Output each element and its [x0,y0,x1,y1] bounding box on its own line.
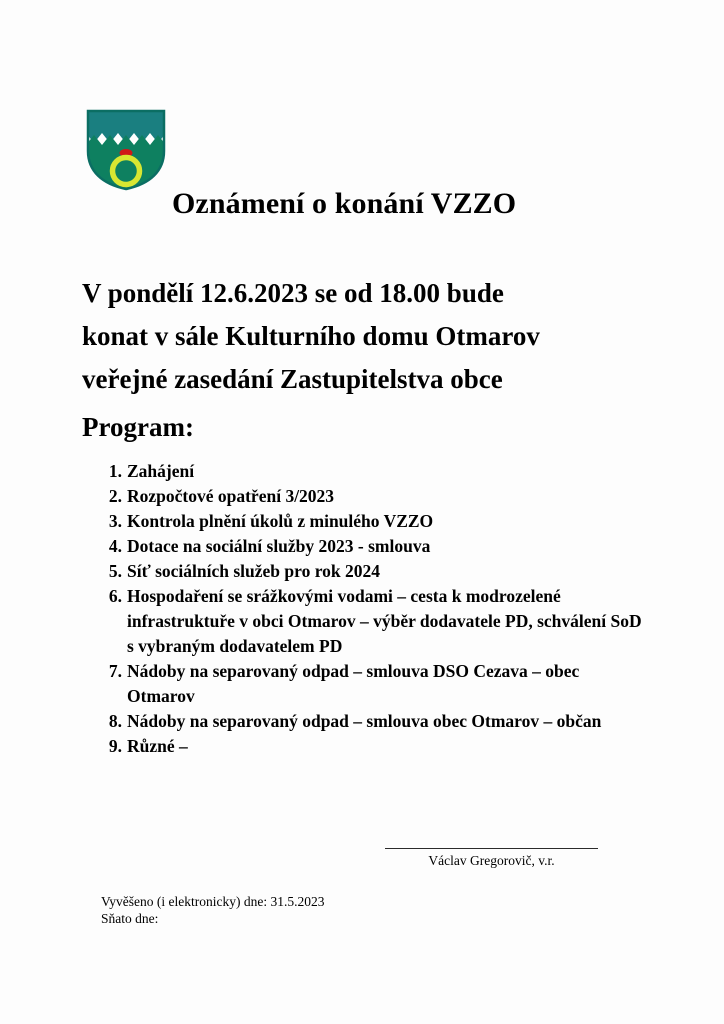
signature-block [385,848,598,869]
agenda-item-text: Zahájení [127,461,195,481]
announcement-line: konat v sále Kulturního domu Otmarov [82,321,540,351]
agenda-item-text: Nádoby na separovaný odpad – smlouva DSO Cezava – obec Otmarov [127,661,580,706]
agenda-item [100,734,645,759]
municipal-coat-of-arms [86,109,166,191]
agenda-item-number: 1. [108,461,122,481]
agenda-item-text: Kontrola plnění úkolů z minulého VZZO [127,511,434,531]
agenda-item [100,659,645,709]
agenda-item [100,559,645,584]
program-heading: Program: [82,412,194,442]
coat-of-arms-icon [86,109,166,191]
agenda-item-text: Nádoby na separovaný odpad – smlouva obec Otmarov – občan [127,711,602,731]
agenda-item-number: 3. [108,511,122,531]
agenda-item [100,584,645,659]
agenda-item [100,459,645,484]
announcement-line: V pondělí 12.6.2023 se od 18.00 bude [82,278,504,308]
posting-footer [101,893,324,927]
removed-date: Sňato dne: [101,911,159,926]
posted-date: Vyvěšeno (i elektronicky) dne: 31.5.2023 [101,894,325,909]
agenda-item-text: Různé – [127,736,188,756]
agenda-item-text: Síť sociálních služeb pro rok 2024 [127,561,381,581]
agenda-item-number: 7. [108,661,122,681]
announcement-paragraph [82,272,642,401]
agenda-item-text: Dotace na sociální služby 2023 - smlouva [127,536,431,556]
agenda-list [100,459,645,759]
signature-line [385,848,598,849]
agenda-item [100,509,645,534]
signatory-name: Václav Gregorovič, v.r. [428,853,555,868]
announcement-line: veřejné zasedání Zastupitelstva obce [82,364,503,394]
agenda-item-text: Hospodaření se srážkovými vodami – cesta k modrozelené infrastruktuře v obci Otmarov – výběr dodavatele PD, schválení SoD s vybraným dodavatelem PD [127,586,642,656]
page-title: Oznámení o konání VZZO [172,187,517,220]
agenda-item-number: 5. [108,561,122,581]
agenda-item-number: 2. [108,486,122,506]
agenda-item-number: 4. [108,536,122,556]
agenda-item [100,709,645,734]
agenda-item-number: 6. [108,586,122,606]
agenda-item [100,484,645,509]
agenda-item [100,534,645,559]
agenda-item-text: Rozpočtové opatření 3/2023 [127,486,335,506]
agenda-item-number: 9. [108,736,122,756]
agenda-item-number: 8. [108,711,122,731]
